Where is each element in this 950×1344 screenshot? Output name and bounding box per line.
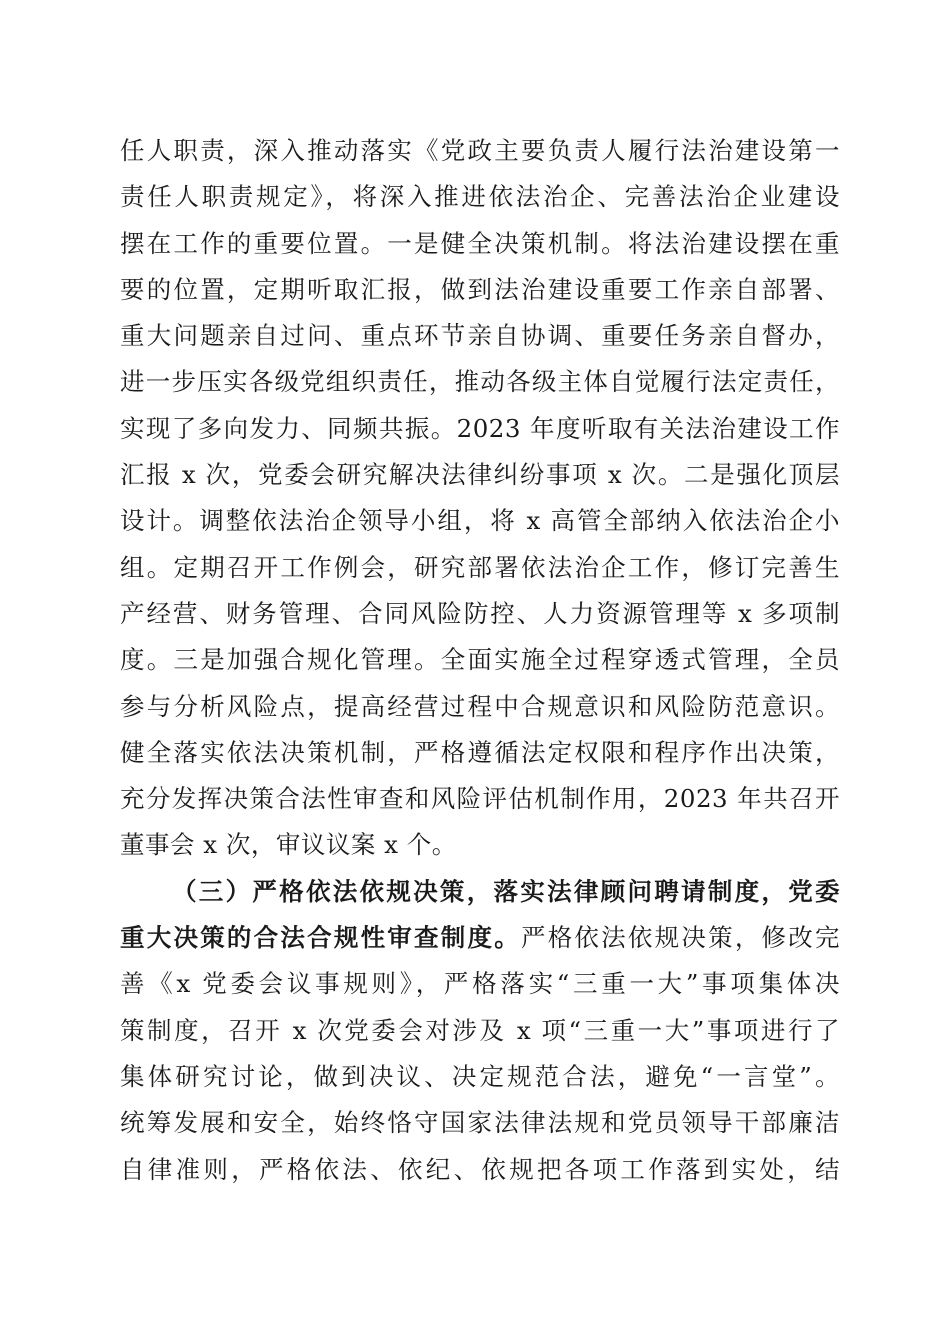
text-line: 产经营、财务管理、合同风险防控、人力资源管理等 x 多项制 bbox=[120, 598, 840, 628]
text-line: 策制度，召开 x 次党委会对涉及 x 项“三重一大”事项进行了 bbox=[120, 1015, 840, 1045]
text-line: 度。三是加强合规化管理。全面实施全过程穿透式管理，全员 bbox=[120, 645, 840, 675]
text-line: 董事会 x 次，审议议案 x 个。 bbox=[120, 830, 457, 860]
text-line: 设计。调整依法治企领导小组，将 x 高管全部纳入依法治企小 bbox=[120, 506, 840, 536]
text-line: 组。定期召开工作例会，研究部署依法治企工作，修订完善生 bbox=[120, 552, 840, 582]
paragraph-2 bbox=[120, 869, 840, 1193]
text-line: 自律准则，严格依法、依纪、依规把各项工作落到实处，结 bbox=[120, 1154, 840, 1184]
text-line: 参与分析风险点，提高经营过程中合规意识和风险防范意识。 bbox=[120, 691, 840, 721]
text-run: 严格依法依规决策，修改完 bbox=[520, 923, 841, 953]
text-line: 集体研究讨论，做到决议、决定规范合法，避免“一言堂”。 bbox=[120, 1061, 840, 1091]
paragraph-1 bbox=[120, 128, 840, 869]
text-line: 健全落实依法决策机制，严格遵循法定权限和程序作出决策， bbox=[120, 737, 840, 767]
text-line: 任人职责，深入推动落实《党政主要负责人履行法治建设第一 bbox=[120, 136, 840, 165]
text-line: 统筹发展和安全，始终恪守国家法律法规和党员领导干部廉洁 bbox=[120, 1108, 840, 1138]
text-line: 进一步压实各级党组织责任，推动各级主体自觉履行法定责任， bbox=[120, 367, 840, 397]
text-line: 汇报 x 次，党委会研究解决法律纠纷事项 x 次。二是强化顶层 bbox=[120, 460, 840, 490]
section-heading-continued: 重大决策的合法合规性审查制度。 bbox=[120, 923, 521, 953]
text-line: 责任人职责规定》，将深入推进依法治企、完善法治企业建设 bbox=[120, 182, 840, 212]
text-line: 善《x 党委会议事规则》，严格落实“三重一大”事项集体决 bbox=[120, 969, 840, 999]
section-heading: （三）严格依法依规决策，落实法律顾问聘请制度，党委 bbox=[172, 876, 840, 906]
text-line: 要的位置，定期听取汇报，做到法治建设重要工作亲自部署、 bbox=[120, 274, 840, 304]
text-line: 摆在工作的重要位置。一是健全决策机制。将法治建设摆在重 bbox=[120, 228, 840, 258]
document-body bbox=[120, 128, 840, 1193]
text-line: 充分发挥决策合法性审查和风险评估机制作用，2023 年共召开 bbox=[120, 784, 840, 814]
text-line: 重大问题亲自过问、重点环节亲自协调、重要任务亲自督办， bbox=[120, 321, 840, 351]
heading-continuation-line bbox=[120, 915, 840, 961]
text-line: 实现了多向发力、同频共振。2023 年度听取有关法治建设工作 bbox=[120, 413, 840, 443]
